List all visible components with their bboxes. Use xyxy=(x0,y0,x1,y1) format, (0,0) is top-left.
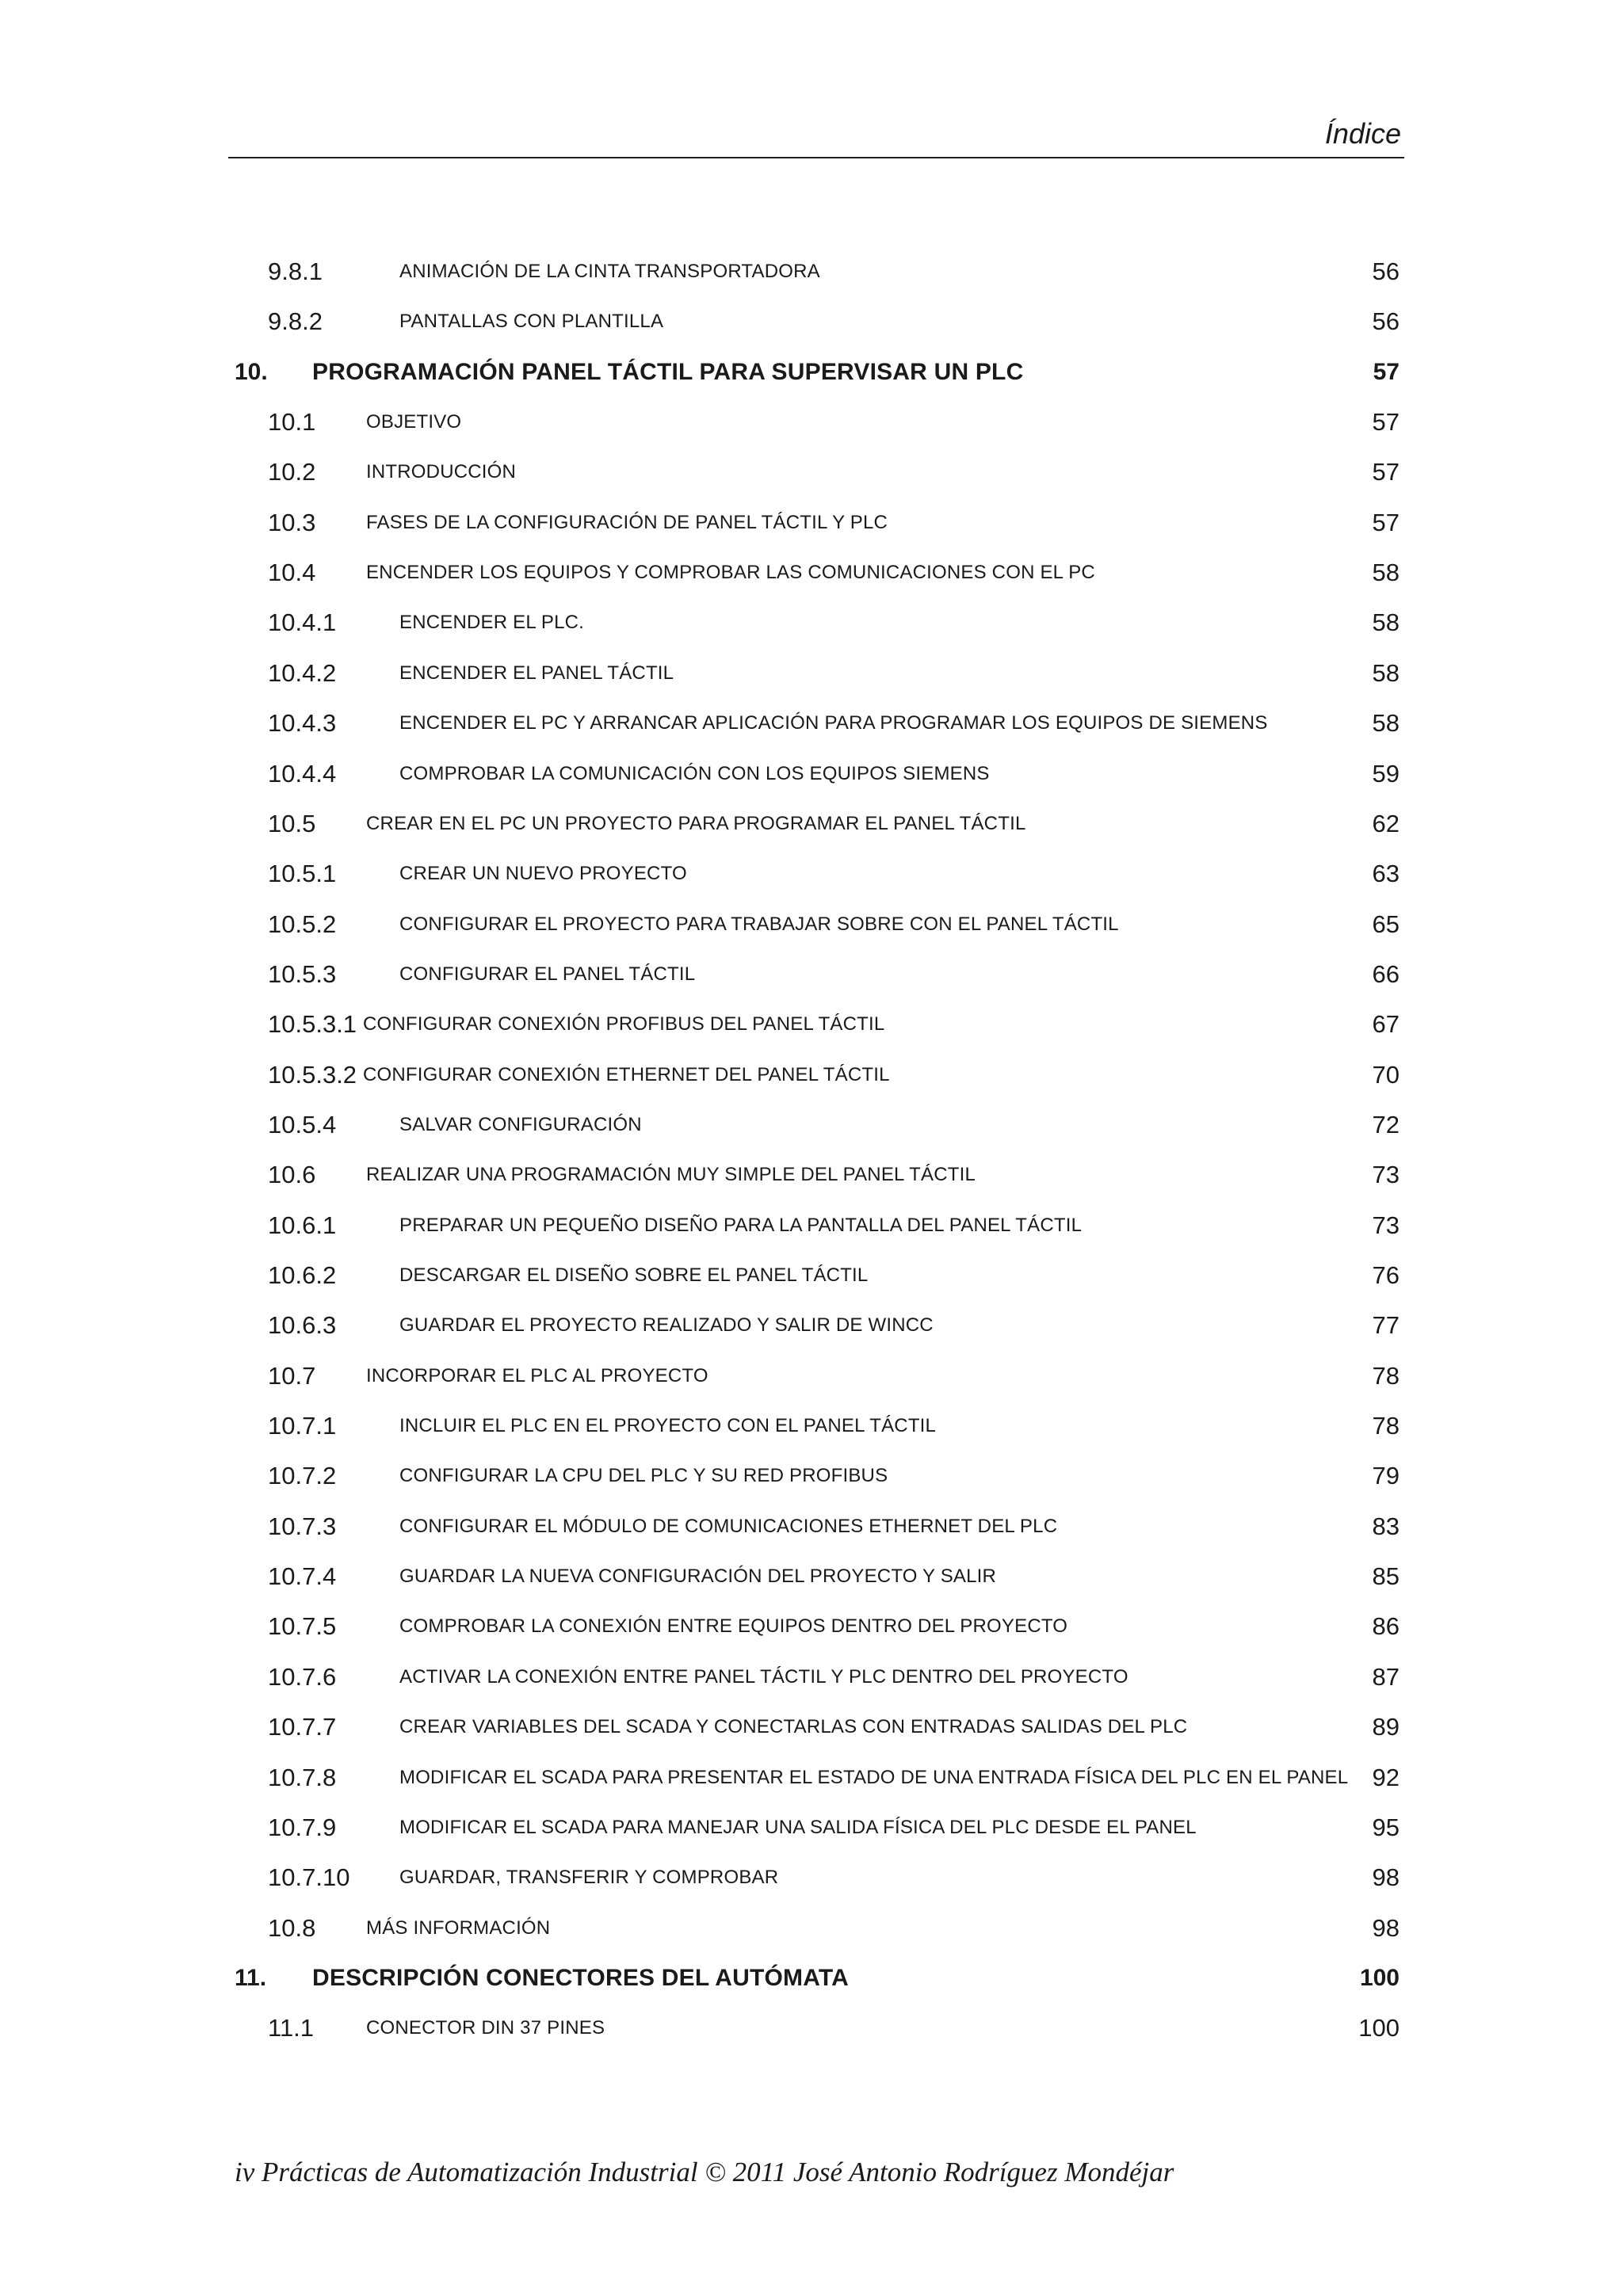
toc-entry-page: 73 xyxy=(1372,1161,1400,1188)
toc-entry[interactable] xyxy=(0,1652,1623,1702)
toc-entry-number: 10.7.7 xyxy=(268,1713,337,1741)
toc-entry-page: 66 xyxy=(1372,960,1400,988)
toc-entry-page: 72 xyxy=(1372,1111,1400,1138)
toc-entry-page: 76 xyxy=(1372,1261,1400,1289)
toc-entry-title: CONFIGURAR CONEXIÓN ETHERNET DEL PANEL TÁCTIL xyxy=(363,1064,890,1085)
toc-entry[interactable] xyxy=(0,648,1623,698)
toc-entry-page: 83 xyxy=(1372,1512,1400,1540)
toc-entry-title: INCORPORAR EL PLC AL PROYECTO xyxy=(366,1365,708,1386)
toc-entry-title: ENCENDER EL PLC. xyxy=(399,612,585,633)
toc-entry-title: ENCENDER EL PC Y ARRANCAR APLICACIÓN PARA PROGRAMAR LOS EQUIPOS DE SIEMENS xyxy=(399,712,1268,734)
toc-entry-number: 10.5 xyxy=(268,810,316,837)
toc-entry[interactable] xyxy=(0,1401,1623,1451)
toc-entry-page: 87 xyxy=(1372,1663,1400,1691)
toc-entry-title: MODIFICAR EL SCADA PARA MANEJAR UNA SALIDA FÍSICA DEL PLC DESDE EL PANEL xyxy=(399,1817,1197,1838)
toc-entry-title: PANTALLAS CON PLANTILLA xyxy=(399,311,664,332)
toc-entry-page: 58 xyxy=(1372,709,1400,737)
toc-entry-title: ANIMACIÓN DE LA CINTA TRANSPORTADORA xyxy=(399,261,820,282)
toc-entry-title: CONECTOR DIN 37 PINES xyxy=(366,2017,605,2039)
toc-entry-number: 10.4.2 xyxy=(268,659,337,687)
toc-entry-number: 10.7 xyxy=(268,1362,316,1390)
toc-entry-number: 10.8 xyxy=(268,1914,316,1942)
toc-entry[interactable] xyxy=(0,1953,1623,2003)
toc-entry-page: 65 xyxy=(1372,910,1400,938)
toc-entry-number: 10.5.4 xyxy=(268,1111,337,1138)
toc-entry-page: 98 xyxy=(1372,1863,1400,1891)
toc-entry-number: 10.7.8 xyxy=(268,1764,337,1791)
toc-entry-title: CONFIGURAR EL PROYECTO PARA TRABAJAR SOBRE CON EL PANEL TÁCTIL xyxy=(399,913,1119,935)
toc-entry[interactable] xyxy=(0,899,1623,949)
toc-entry-page: 89 xyxy=(1372,1713,1400,1741)
toc-entry-page: 86 xyxy=(1372,1612,1400,1640)
toc-entry-page: 63 xyxy=(1372,860,1400,887)
toc-entry-title: CONFIGURAR EL PANEL TÁCTIL xyxy=(399,963,696,985)
toc-entry[interactable] xyxy=(0,1300,1623,1350)
toc-entry[interactable] xyxy=(0,1702,1623,1752)
toc-entry-number: 10.7.2 xyxy=(268,1462,337,1489)
toc-entry-page: 70 xyxy=(1372,1061,1400,1089)
toc-entry-title: MODIFICAR EL SCADA PARA PRESENTAR EL ESTADO DE UNA ENTRADA FÍSICA DEL PLC EN EL PANEL xyxy=(399,1767,1349,1788)
toc-entry[interactable] xyxy=(0,347,1623,397)
toc-entry-title: ENCENDER LOS EQUIPOS Y COMPROBAR LAS COMUNICACIONES CON EL PC xyxy=(366,562,1095,583)
toc-entry-number: 9.8.1 xyxy=(268,257,323,285)
toc-entry[interactable] xyxy=(0,849,1623,898)
toc-entry-number: 10.4.1 xyxy=(268,608,337,636)
toc-entry-title: GUARDAR, TRANSFERIR Y COMPROBAR xyxy=(399,1867,779,1888)
toc-entry[interactable] xyxy=(0,246,1623,296)
toc-entry[interactable] xyxy=(0,1150,1623,1199)
toc-entry-title: DESCRIPCIÓN CONECTORES DEL AUTÓMATA xyxy=(312,1965,850,1991)
toc-entry-number: 10.4.4 xyxy=(268,760,337,788)
toc-entry-title: INCLUIR EL PLC EN EL PROYECTO CON EL PANEL TÁCTIL xyxy=(399,1415,937,1436)
toc-entry[interactable] xyxy=(0,1501,1623,1551)
toc-entry-title: INTRODUCCIÓN xyxy=(366,461,517,482)
toc-entry-number: 10.7.1 xyxy=(268,1412,337,1440)
toc-entry-page: 58 xyxy=(1372,608,1400,636)
toc-entry-page: 57 xyxy=(1372,509,1400,536)
toc-entry-number: 10.5.1 xyxy=(268,860,337,887)
toc-entry-page: 57 xyxy=(1373,359,1400,385)
toc-entry[interactable] xyxy=(0,1903,1623,1953)
toc-entry[interactable] xyxy=(0,1451,1623,1501)
toc-entry-title: PREPARAR UN PEQUEÑO DISEÑO PARA LA PANTALLA DEL PANEL TÁCTIL xyxy=(399,1215,1083,1236)
toc-entry-title: CONFIGURAR CONEXIÓN PROFIBUS DEL PANEL TÁCTIL xyxy=(363,1013,885,1035)
toc-entry-page: 59 xyxy=(1372,760,1400,788)
toc-entry-title: OBJETIVO xyxy=(366,411,462,433)
toc-entry-page: 92 xyxy=(1372,1764,1400,1791)
toc-entry-title: PROGRAMACIÓN PANEL TÁCTIL PARA SUPERVISAR UN PLC xyxy=(312,359,1024,385)
toc-entry-number: 10.6.2 xyxy=(268,1261,337,1289)
toc-entry-number: 10.7.9 xyxy=(268,1814,337,1841)
toc-entry-page: 56 xyxy=(1372,307,1400,335)
toc-entry[interactable] xyxy=(0,1551,1623,1601)
toc-entry[interactable] xyxy=(0,1753,1623,1802)
toc-entry-page: 67 xyxy=(1372,1010,1400,1038)
toc-entry[interactable] xyxy=(0,1050,1623,1100)
toc-entry-page: 78 xyxy=(1372,1362,1400,1390)
toc-entry-page: 56 xyxy=(1372,257,1400,285)
toc-entry-title: CREAR EN EL PC UN PROYECTO PARA PROGRAMAR EL PANEL TÁCTIL xyxy=(366,813,1026,834)
toc-entry-number: 10.6.3 xyxy=(268,1311,337,1339)
toc-entry[interactable] xyxy=(0,698,1623,748)
toc-entry[interactable] xyxy=(0,1601,1623,1651)
toc-entry-page: 73 xyxy=(1372,1211,1400,1239)
toc-entry-title: CREAR VARIABLES DEL SCADA Y CONECTARLAS CON ENTRADAS SALIDAS DEL PLC xyxy=(399,1716,1188,1737)
toc-entry[interactable] xyxy=(0,1802,1623,1852)
toc-entry-page: 58 xyxy=(1372,559,1400,586)
toc-entry-number: 10.5.3.1 xyxy=(268,1010,357,1038)
toc-entry-title: MÁS INFORMACIÓN xyxy=(366,1917,551,1939)
toc-entry-number: 11. xyxy=(235,1965,267,1991)
toc-entry-number: 10.7.10 xyxy=(268,1863,350,1891)
toc-entry-number: 10.7.6 xyxy=(268,1663,337,1691)
toc-entry-page: 62 xyxy=(1372,810,1400,837)
toc-entry-title: DESCARGAR EL DISEÑO SOBRE EL PANEL TÁCTIL xyxy=(399,1264,869,1286)
toc-entry-number: 10.7.5 xyxy=(268,1612,337,1640)
toc-entry-page: 78 xyxy=(1372,1412,1400,1440)
toc-entry-title: GUARDAR EL PROYECTO REALIZADO Y SALIR DE WINCC xyxy=(399,1314,934,1336)
page-footer: iv Prácticas de Automatización Industrial © 2011 José Antonio Rodríguez Mondéjar xyxy=(235,2157,1174,2187)
toc-entry[interactable] xyxy=(0,498,1623,547)
toc-entry-number: 10.6 xyxy=(268,1161,316,1188)
toc-entry-page: 79 xyxy=(1372,1462,1400,1489)
toc-entry[interactable] xyxy=(0,1351,1623,1401)
toc-entry[interactable] xyxy=(0,749,1623,799)
toc-entry-page: 77 xyxy=(1372,1311,1400,1339)
toc-entry-number: 11.1 xyxy=(268,2014,315,2042)
toc-entry-title: GUARDAR LA NUEVA CONFIGURACIÓN DEL PROYECTO Y SALIR xyxy=(399,1566,997,1587)
toc-entry-title: COMPROBAR LA CONEXIÓN ENTRE EQUIPOS DENTRO DEL PROYECTO xyxy=(399,1615,1068,1637)
toc-entry-page: 85 xyxy=(1372,1562,1400,1590)
toc-entry-title: ENCENDER EL PANEL TÁCTIL xyxy=(399,662,674,684)
toc-entry-number: 9.8.2 xyxy=(268,307,323,335)
toc-entry-number: 10.5.3.2 xyxy=(268,1061,357,1089)
toc-entry[interactable] xyxy=(0,1200,1623,1250)
toc-entry[interactable] xyxy=(0,799,1623,849)
toc-entry-number: 10.6.1 xyxy=(268,1211,337,1239)
toc-entry[interactable] xyxy=(0,447,1623,497)
toc-entry-page: 57 xyxy=(1372,458,1400,486)
toc-entry-title: FASES DE LA CONFIGURACIÓN DE PANEL TÁCTIL Y PLC xyxy=(366,512,888,533)
toc-entry-number: 10.3 xyxy=(268,509,316,536)
toc-entry[interactable] xyxy=(0,999,1623,1049)
toc-entry[interactable] xyxy=(0,547,1623,597)
toc-entry-page: 95 xyxy=(1372,1814,1400,1841)
toc-entry[interactable] xyxy=(0,2003,1623,2053)
toc-entry[interactable] xyxy=(0,1852,1623,1902)
toc-entry-title: ACTIVAR LA CONEXIÓN ENTRE PANEL TÁCTIL Y PLC DENTRO DEL PROYECTO xyxy=(399,1666,1128,1688)
toc-entry[interactable] xyxy=(0,597,1623,647)
toc-entry-number: 10.5.3 xyxy=(268,960,337,988)
toc-entry-title: REALIZAR UNA PROGRAMACIÓN MUY SIMPLE DEL PANEL TÁCTIL xyxy=(366,1164,976,1185)
toc-entry[interactable] xyxy=(0,949,1623,999)
toc-entry[interactable] xyxy=(0,1250,1623,1300)
toc-entry-page: 100 xyxy=(1358,2014,1400,2042)
toc-entry-number: 10.4.3 xyxy=(268,709,337,737)
toc-entry[interactable] xyxy=(0,296,1623,346)
toc-entry-number: 10. xyxy=(235,359,268,385)
toc-entry-number: 10.2 xyxy=(268,458,316,486)
toc-entry-title: CREAR UN NUEVO PROYECTO xyxy=(399,863,687,884)
toc-entry-page: 58 xyxy=(1372,659,1400,687)
toc-entry-number: 10.1 xyxy=(268,408,316,436)
toc-entry-number: 10.7.3 xyxy=(268,1512,337,1540)
toc-entry-number: 10.7.4 xyxy=(268,1562,337,1590)
toc-entry-page: 57 xyxy=(1372,408,1400,436)
toc-entry-title: CONFIGURAR LA CPU DEL PLC Y SU RED PROFIBUS xyxy=(399,1465,888,1486)
header-title: Índice xyxy=(1324,117,1401,150)
toc-entry-title: COMPROBAR LA COMUNICACIÓN CON LOS EQUIPOS SIEMENS xyxy=(399,763,990,784)
toc-entry-title: SALVAR CONFIGURACIÓN xyxy=(399,1114,642,1135)
toc-entry-number: 10.4 xyxy=(268,559,316,586)
toc-entry-title: CONFIGURAR EL MÓDULO DE COMUNICACIONES ETHERNET DEL PLC xyxy=(399,1516,1058,1537)
toc-entry[interactable] xyxy=(0,1100,1623,1150)
toc-entry-page: 98 xyxy=(1372,1914,1400,1942)
toc-entry[interactable] xyxy=(0,397,1623,447)
toc-entry-page: 100 xyxy=(1359,1965,1400,1991)
toc-entry-number: 10.5.2 xyxy=(268,910,337,938)
